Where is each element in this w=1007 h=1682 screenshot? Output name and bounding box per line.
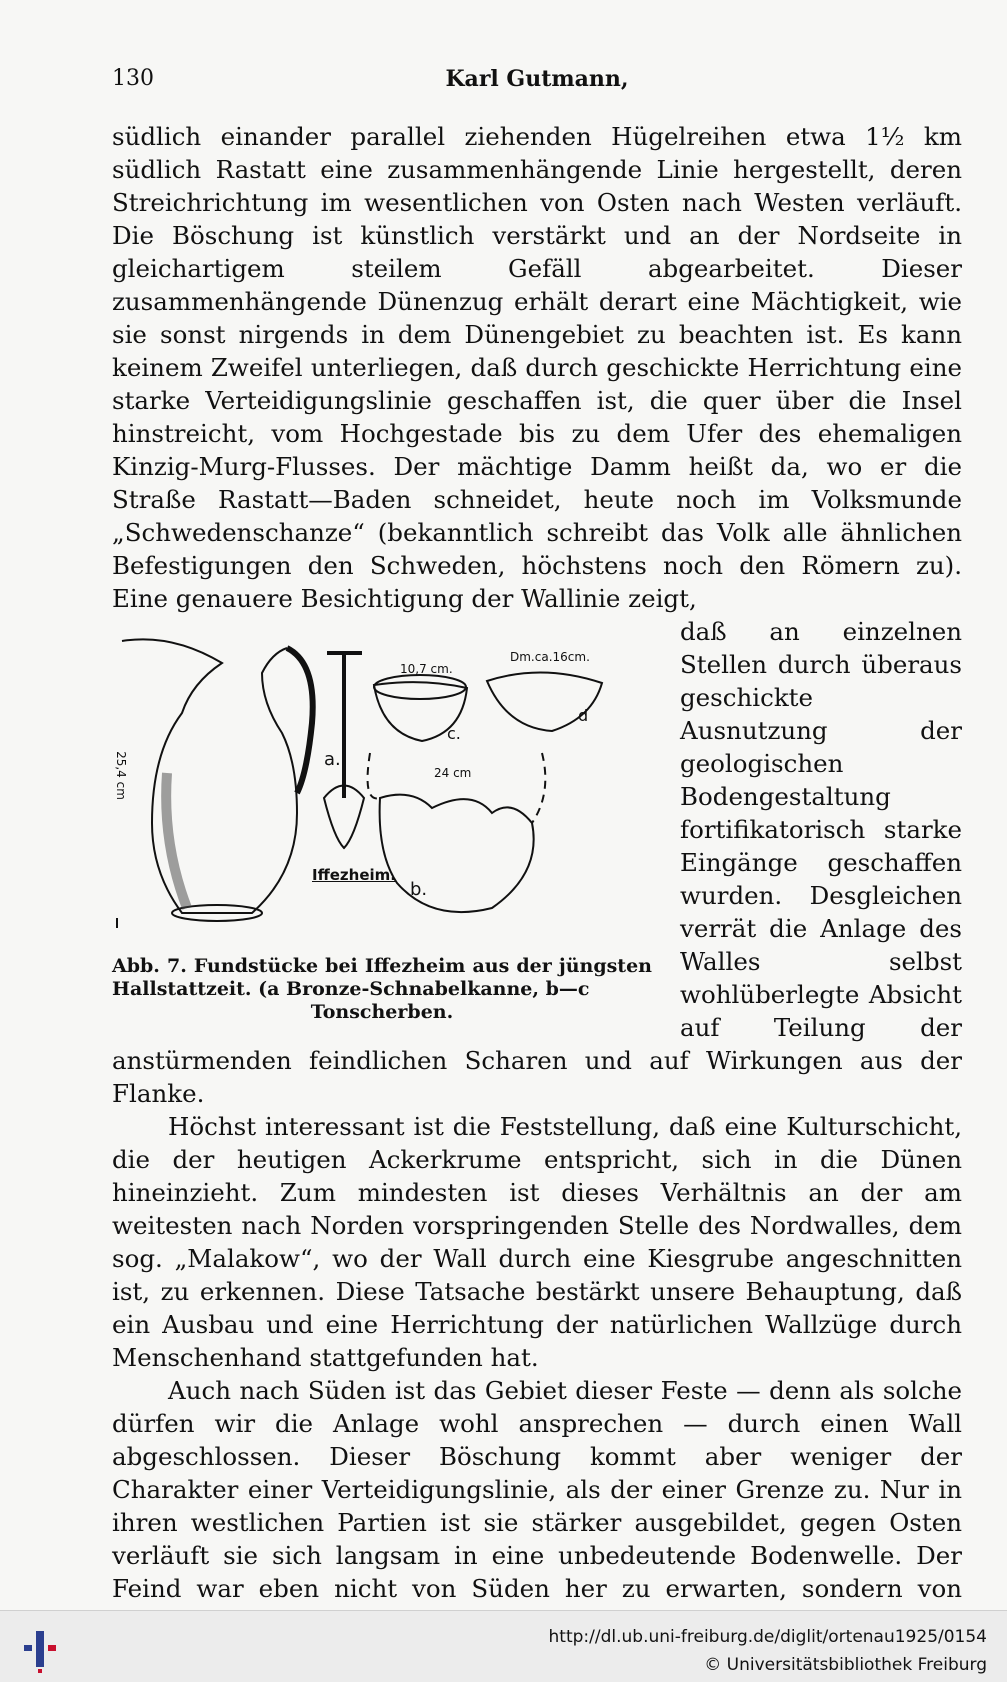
copyright-notice: © Universitätsbibliothek Freiburg <box>704 1655 987 1675</box>
label-diameter-d: Dm.ca.16cm. <box>510 650 590 664</box>
page-number: 130 <box>112 66 154 91</box>
viewer-footer <box>0 1610 1007 1682</box>
paragraph-1-wrapped: daß an einzelnen Stellen durch überaus geschickte Ausnutzung der geologischen Bodengestaltung fortifikatorisch starke Eingänge geschaffen wurden. Desgleichen verrät die Anlage des Walles selbst wohlüberlegte Absicht auf Teilung der anstürmenden feindlichen Scharen und auf Wirkungen aus der Flanke. <box>112 617 962 1108</box>
label-c: c. <box>447 724 461 743</box>
label-place: Iffezheim. <box>312 866 396 884</box>
caption-tail: Tonscherben. <box>310 1001 454 1023</box>
label-b: b. <box>410 879 428 900</box>
label-d: d <box>578 706 589 725</box>
label-width-b: 24 cm <box>434 766 472 780</box>
running-head: Karl Gutmann, <box>445 66 629 92</box>
label-width-c: 10,7 cm. <box>400 662 453 676</box>
figure-7 <box>112 623 662 1033</box>
paragraph-3: Auch nach Süden ist das Gebiet dieser Feste — denn als solche dürfen wir die Anlage wohl ansprechen — durch einen Wall abgeschlossen. Dieser Böschung kommt aber weniger der Charakter einer Verteidigungslinie, als der einer Grenze zu. Nur in ihren westlichen Partien ist sie stärker ausgebildet, gegen Osten verläuft sie sich langsam in eine unbedeutende Bodenwelle. Der Feind war eben nicht von Süden her zu erwarten, sondern von <box>112 1376 962 1603</box>
figure-caption <box>112 955 652 1024</box>
label-height: 25,4 cm <box>113 751 128 800</box>
source-url-link[interactable]: http://dl.ub.uni-freiburg.de/diglit/ortenau1925/0154 <box>548 1627 987 1647</box>
figure-wrap-region <box>112 615 962 1110</box>
body-text <box>112 120 962 1638</box>
page-header <box>112 66 962 98</box>
label-a: a. <box>324 749 341 770</box>
paragraph-2: Höchst interessant ist die Feststellung, daß eine Kulturschicht, die der heutigen Ackerkrume entspricht, sich in die Dünen hineinzieht. Zum mindesten ist dieses Verhältnis an der am weitesten nach Norden vorspringenden Stelle des Nordwalles, dem sog. „Malakow“, wo der Wall durch eine Kiesgrube angeschnitten ist, zu erkennen. Diese Tatsache bestärkt unsere Behauptung, daß ein Ausbau und eine Herrichtung der natürlichen Wallzüge durch Menschenhand stattgefunden hat. <box>112 1112 962 1372</box>
library-logo-icon <box>20 1625 64 1673</box>
caption-main: Abb. 7. Fundstücke bei Iffezheim aus der jüngsten Hallstattzeit. (a Bronze-Schnabelkanne, b—c <box>112 955 652 1000</box>
bronze-beak-jug <box>122 639 313 921</box>
paragraph-1: südlich einander parallel ziehenden Hügelreihen etwa 1½ km südlich Rastatt eine zusammenhängende Linie hergestellt, deren Streichrichtung im wesentlichen von Osten nach Westen verläuft. Die Böschung ist künstlich verstärkt und an der Nordseite in gleichartigem steilem Gefäll abgearbeitet. Dieser zusammenhängende Dünenzug erhält derart eine Mächtigkeit, wie sie sonst nirgends in dem Dünengebiet zu beachten ist. Es kann keinem Zweifel unterliegen, daß durch geschickte Herrichtung eine starke Verteidigungslinie geschaffen ist, die quer über die Insel hinstreicht, vom Hochgestade bis zu dem Ufer des ehemaligen Kinzig-Murg-Flusses. Der mächtige Damm heißt da, wo er die Straße Rastatt—Baden schneidet, heute noch im Volksmunde „Schwedenschanze“ (bekanntlich schreibt das Volk alle ähnlichen Befestigungen den Schweden, höchstens noch den Römern zu). Eine genauere Besichtigung der Wallinie zeigt, <box>112 122 962 613</box>
